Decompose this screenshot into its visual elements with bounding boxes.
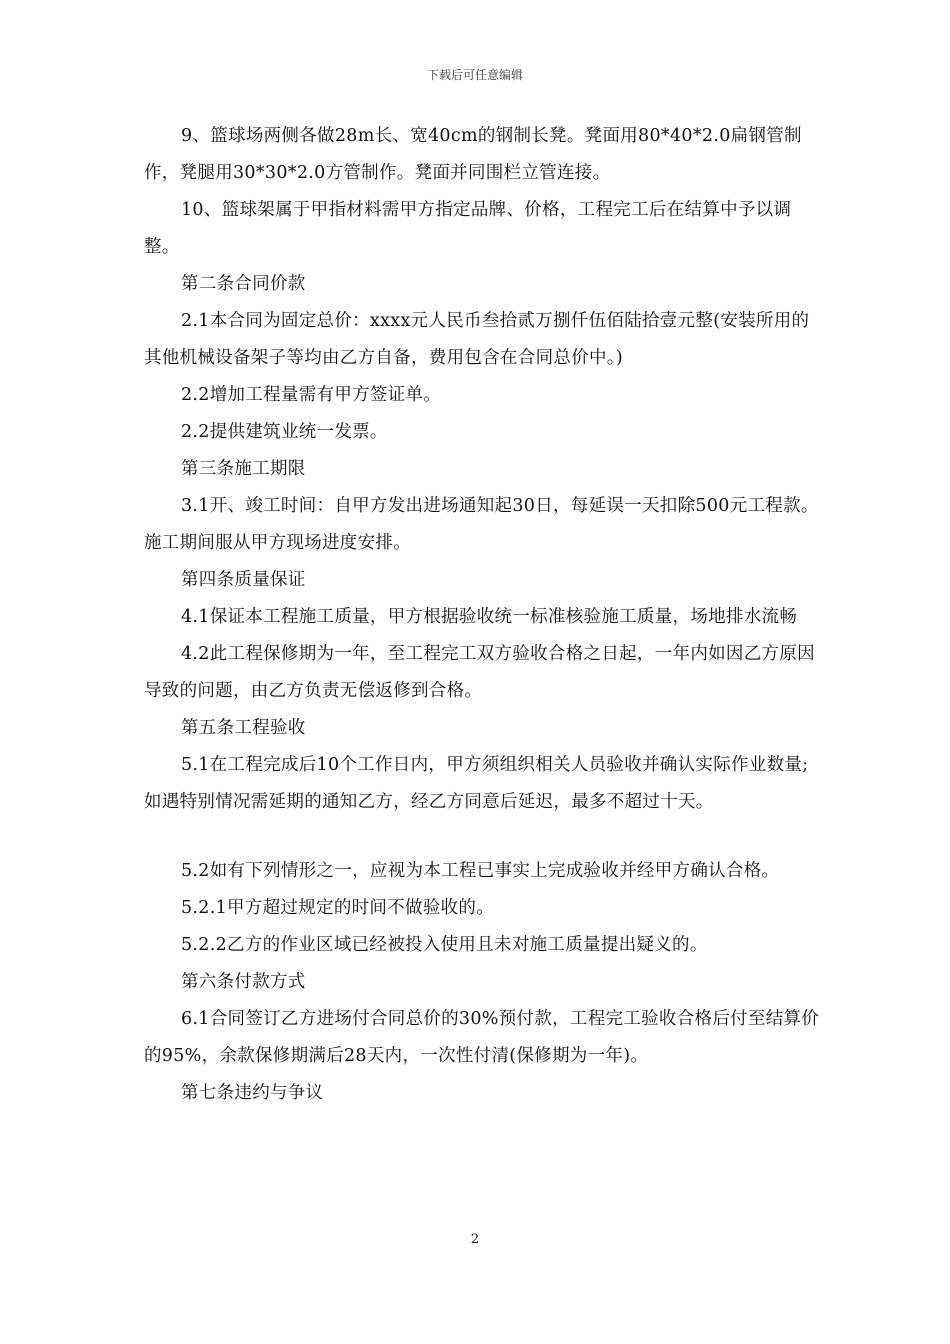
clause-5-2-2: 5.2.2乙方的作业区域已经被投入使用且未对施工质量提出疑义的。 <box>181 935 708 955</box>
article-6-heading: 第六条付款方式 <box>181 972 306 992</box>
clause-9-bench: 9、篮球场两侧各做28m长、宽40cm的钢制长凳。凳面用80*40*2.0扁钢管制作，凳腿用30*30*2.0方管制作。凳面并同围栏立管连接。 <box>144 126 802 183</box>
clause-5-2: 5.2如有下列情形之一，应视为本工程已事实上完成验收并经甲方确认合格。 <box>181 861 780 881</box>
clause-3-1: 3.1开、竣工时间：自甲方发出进场通知起30日，每延误一天扣除500元工程款。施工期间服从甲方现场进度安排。 <box>144 496 819 553</box>
page-number: 2 <box>470 1232 480 1247</box>
article-7-heading: 第七条违约与争议 <box>181 1083 324 1103</box>
clause-5-1: 5.1在工程完成后10个工作日内，甲方须组织相关人员验收并确认实际作业数量;如遇特别情况需延期的通知乙方，经乙方同意后延迟，最多不超过十天。 <box>144 755 809 812</box>
document-body <box>144 118 824 1112</box>
clause-2-2-invoice: 2.2提供建筑业统一发票。 <box>181 422 388 442</box>
article-4-heading: 第四条质量保证 <box>181 570 306 590</box>
clause-5-2-1: 5.2.1甲方超过规定的时间不做验收的。 <box>181 898 495 918</box>
clause-2-1: 2.1本合同为固定总价：xxxx元人民币叁拾贰万捌仟伍佰陆拾壹元整(安装所用的其他机械设备架子等均由乙方自备，费用包含在合同总价中。) <box>144 311 810 368</box>
article-5-heading: 第五条工程验收 <box>181 718 306 738</box>
article-3-heading: 第三条施工期限 <box>181 459 306 479</box>
page-header: 下载后可任意编辑 <box>426 68 523 82</box>
clause-4-1: 4.1保证本工程施工质量，甲方根据验收统一标准核验施工质量，场地排水流畅 <box>181 607 798 627</box>
clause-6-1: 6.1合同签订乙方进场付合同总价的30%预付款，工程完工验收合格后付至结算价的95%，余款保修期满后28天内，一次性付清(保修期为一年)。 <box>144 1009 820 1066</box>
article-2-heading: 第二条合同价款 <box>181 274 306 294</box>
clause-10-basketball-stand: 10、篮球架属于甲指材料需甲方指定品牌、价格，工程完工后在结算中予以调整。 <box>144 200 792 257</box>
paragraph-gap <box>144 821 824 853</box>
clause-2-2-visa: 2.2增加工程量需有甲方签证单。 <box>181 385 442 405</box>
clause-4-2: 4.2此工程保修期为一年，至工程完工双方验收合格之日起，一年内如因乙方原因导致的问题，由乙方负责无偿返修到合格。 <box>144 644 815 701</box>
